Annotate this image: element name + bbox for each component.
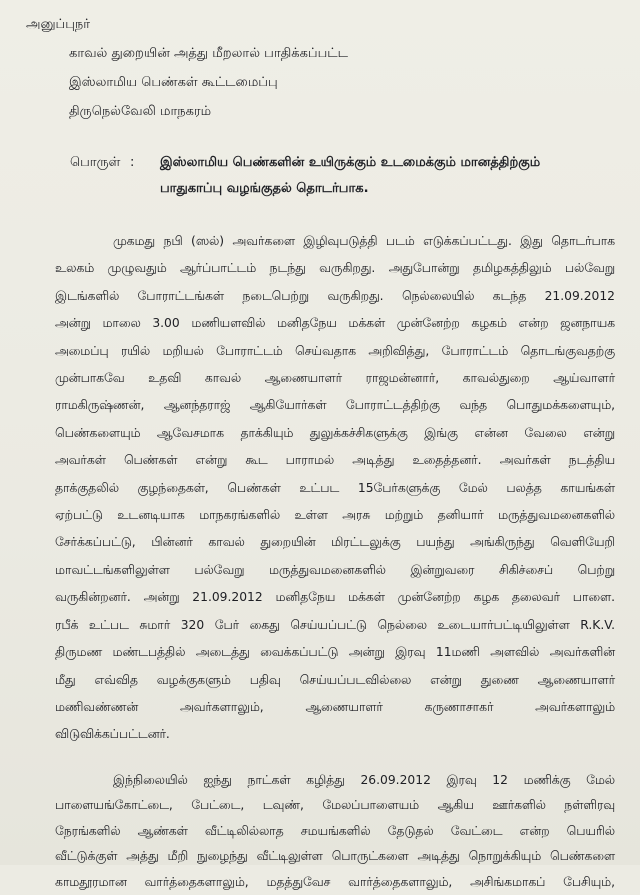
subject-colon: : — [130, 155, 135, 170]
sender-block — [26, 10, 348, 126]
subject-label: பொருள் — [70, 155, 121, 170]
paragraph-line: நேரங்களில் ஆண்கள் வீட்டிலில்லாத சமயங்களில் தேடுதல் வேட்டை என்ற பெயரில் — [55, 823, 615, 838]
paragraph-line: ராமகிருஷ்ணன், ஆனந்தராஜ் ஆகியோர்கள் போராட்டத்திற்கு வந்த பொதுமக்களையும், — [55, 398, 615, 413]
paragraph-line: தாக்குதலில் குழந்தைகள், பெண்கள் உட்பட 15பேர்களுக்கு மேல் பலத்த காயங்கள் — [55, 480, 615, 495]
sender-line: இஸ்லாமிய பெண்கள் கூட்டமைப்பு — [69, 75, 278, 90]
paragraph-line: ரபீக் உட்பட சுமார் 320 பேர் கைது செய்யப்பட்டு நெல்லை உடையார்பட்டியிலுள்ள R.K.V. — [55, 617, 615, 632]
letter-body — [55, 228, 615, 895]
subject-block — [70, 150, 540, 202]
paragraph-line: பாளையங்கோட்டை, பேட்டை, டவுண், மேலப்பாளையம் ஆகிய ஊர்களில் நள்ளிரவு — [55, 798, 615, 813]
paragraph-line: பெண்களையும் ஆவேசமாக தாக்கியும் துலுக்கச்சிகளுக்கு இங்கு என்ன வேலை என்று — [55, 425, 615, 440]
paragraph — [55, 768, 615, 895]
paragraph-line: மணிவண்ணன் அவர்களாலும், ஆணையாளர் கருணாசாகர் அவர்களாலும் — [55, 699, 615, 714]
paragraph-line: முகமது நபி (ஸல்) அவர்களை இழிவுபடுத்தி படம் எடுக்கப்பட்டது. இது தொடர்பாக — [113, 234, 615, 248]
paragraph-line: வருகின்றனர். அன்று 21.09.2012 மனிதநேய மக்கள் முன்னேற்ற கழக தலைவர் பாளை. — [55, 590, 615, 605]
subject-text-continued: பாதுகாப்பு வழங்குதல் தொடர்பாக. — [160, 181, 369, 196]
paragraph-line: வீட்டுக்குள் அத்து மீறி நுழைந்து வீட்டிலுள்ள பொருட்களை அடித்து நொறுக்கியும் பெண்களை — [55, 849, 615, 864]
sender-line: காவல் துறையின் அத்து மீறலால் பாதிக்கப்பட்ட — [69, 46, 348, 61]
paragraph-line: திருமண மண்டபத்தில் அடைத்து வைக்கப்பட்டு அன்று இரவு 11மணி அளவில் அவர்களின் — [55, 645, 615, 660]
paragraph-line: ஏற்பட்டு உடனடியாக மாநகரங்களில் உள்ள அரசு மற்றும் தனியார் மருத்துவமனைகளில் — [55, 508, 615, 523]
paragraph-line: அன்று மாலை 3.00 மணியளவில் மனிதநேய மக்கள் முன்னேற்ற கழகம் என்ற ஜனநாயக — [55, 316, 615, 331]
subject-row — [70, 150, 540, 176]
paragraph-line: சேர்க்கப்பட்டு, பின்னர் காவல் துறையின் மிரட்டலுக்கு பயந்து அங்கிருந்து வெளியேறி — [55, 535, 615, 550]
paragraph-line: உலகம் முழுவதும் ஆர்ப்பாட்டம் நடந்து வருகிறது. அதுபோன்று தமிழகத்திலும் பல்வேறு — [55, 261, 615, 276]
paragraph-line: காமதூரமான வார்த்தைகளாலும், மதத்துவேச வார்த்தைகளாலும், அசிங்கமாகப் பேசியும், — [55, 874, 615, 889]
sender-line: திருநெல்வேலி மாநகரம் — [69, 104, 212, 119]
sender-label: அனுப்புநர் — [26, 17, 91, 32]
paragraph-line: இந்நிலையில் ஐந்து நாட்கள் கழித்து 26.09.2012 இரவு 12 மணிக்கு மேல் — [113, 772, 615, 787]
paragraph-line: இடங்களில் போராட்டங்கள் நடைபெற்று வருகிறது. நெல்லையில் கடந்த 21.09.2012 — [55, 288, 615, 303]
paragraph-line: மீது எவ்வித வழக்குகளும் பதிவு செய்யப்படவில்லை என்று துணை ஆணையாளர் — [55, 672, 615, 687]
paragraph — [55, 228, 615, 749]
paragraph-line: அமைப்பு ரயில் மறியல் போராட்டம் செய்வதாக அறிவித்து, போராட்டம் தொடங்குவதற்கு — [55, 343, 615, 358]
paragraph-line: விடுவிக்கப்பட்டனர். — [55, 727, 170, 742]
paragraph-line: மாவட்டங்களிலுள்ள பல்வேறு மருத்துவமனைகளில் இன்றுவரை சிகிச்சைப் பெற்று — [55, 562, 615, 577]
subject-text: இஸ்லாமிய பெண்களின் உயிருக்கும் உடமைக்கும் மானத்திற்கும் — [160, 155, 541, 170]
paragraph-line: அவர்கள் பெண்கள் என்று கூட பாராமல் அடித்து உதைத்தனர். அவர்கள் நடத்திய — [55, 453, 615, 468]
paragraph-line: முன்பாகவே உதவி காவல் ஆணையாளர் ராஜமன்னார், காவல்துறை ஆய்வாளர் — [55, 371, 615, 386]
